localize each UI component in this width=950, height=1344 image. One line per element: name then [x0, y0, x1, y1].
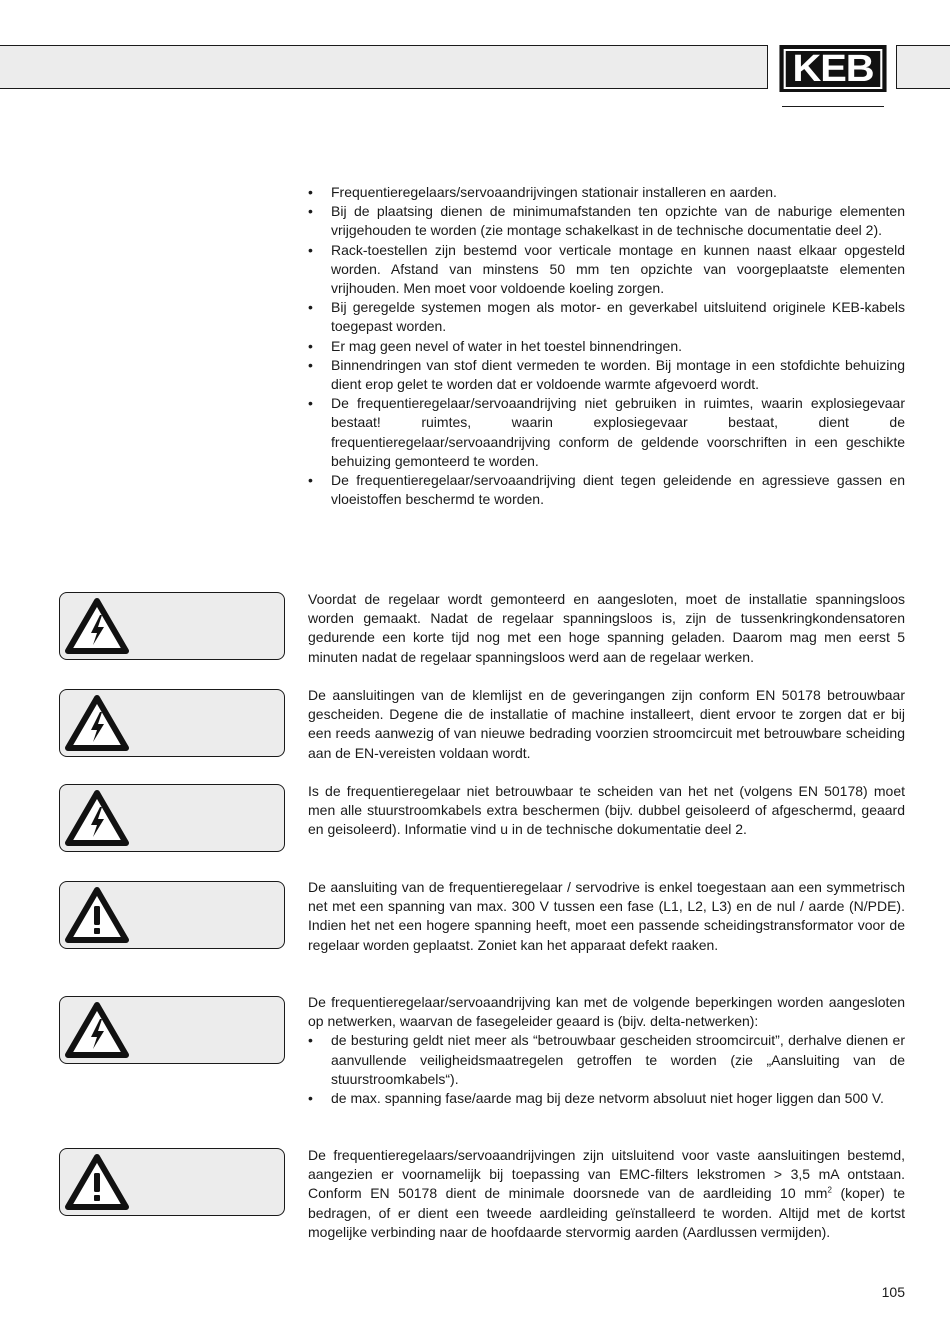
- list-item: • Frequentieregelaars/servoaandrijvingen stationair installeren en aarden.: [308, 183, 905, 202]
- warning-text: [308, 782, 905, 840]
- installation-list: [308, 183, 905, 509]
- keb-logo: KEB: [779, 45, 886, 92]
- warning-box: [59, 784, 285, 852]
- list-item: • de max. spanning fase/aarde mag bij deze netvorm absoluut niet hoger liggen dan 500 V.: [308, 1089, 905, 1108]
- list-item: • Rack-toestellen zijn bestemd voor verticale montage en kunnen naast elkaar opgesteld worden. Afstand van minstens 50 mm ten opzichte van voorgeplaatste elementen vrijhouden. Men moet voor voldoende koeling zorgen.: [308, 241, 905, 299]
- list-item: • Er mag geen nevel of water in het toestel binnendringen.: [308, 337, 905, 356]
- list-item: • Bij de plaatsing dienen de minimumafstanden ten opzichte van de naburige elementen vrijgehouden te worden (zie montage schakelkast in de technische documentatie deel 2).: [308, 202, 905, 240]
- warning-box: [59, 1148, 285, 1216]
- electric-hazard-icon: [64, 597, 130, 655]
- paragraph: De aansluitingen van de klemlijst en de geveringangen zijn conform EN 50178 betrouwbaar gescheiden. Degene die de installatie of machine installeert, dient ervoor te zorgen dat er bij een reeds aanwezig of van nieuwe bedrading voorzien stroomcircuit met betrouwbare scheiding aan de EN-vereisten voldaan wordt.: [308, 687, 905, 761]
- header-bar: [0, 45, 768, 89]
- electric-hazard-icon: [64, 694, 130, 752]
- list-item: • De frequentieregelaar/servoaandrijving dient tegen geleidende en agressieve gassen en vloeistoffen beschermd te worden.: [308, 471, 905, 509]
- paragraph: Is de frequentieregelaar niet betrouwbaar te scheiden van het net (volgens EN 50178) moet men alle stuurstroomkabels extra beschermen (bijv. dubbel geisoleerd of afgeschermd, geaard en geisoleerd). Informatie vind u in de technische dokumentatie deel 2.: [308, 783, 905, 838]
- list-item: • De frequentieregelaar/servoaandrijving niet gebruiken in ruimtes, waarin explosiegevaar bestaat! ruimtes, waarin explosiegevaar bestaat, dient de frequentieregelaar/servoaandrijving conform de geldende voorschriften in een geschikte behuizing gemonteerd te worden.: [308, 394, 905, 471]
- list-item: • Binnendringen van stof dient vermeden te worden. Bij montage in een stofdichte behuizing dient erop gelet te worden dat er voldoende warmte afgevoerd wordt.: [308, 356, 905, 394]
- warning-text: [308, 686, 905, 763]
- electric-hazard-icon: [64, 789, 130, 847]
- warning-text: [308, 878, 905, 955]
- paragraph: De aansluiting van de frequentieregelaar / servodrive is enkel toegestaan aan een symmetrisch net met een spanning van max. 300 V tussen een fase (L1, L2, L3) en de nul / aarde (N/PDE). Indien het net een hogere spanning heeft, moet een passende scheidingstransformator voor de regelaar worden geplaatst. Zoniet kan het apparaat defekt raaken.: [308, 879, 905, 953]
- warning-text: [308, 1146, 905, 1242]
- list-item: • Bij geregelde systemen mogen als motor- en geverkabel uitsluitend originele KEB-kabels toegepast worden.: [308, 298, 905, 336]
- warning-box: [59, 689, 285, 757]
- warning-box: [59, 592, 285, 660]
- header-tab: [896, 45, 950, 89]
- general-warning-icon: [64, 886, 130, 944]
- warning-box: [59, 881, 285, 949]
- warning-text: [308, 590, 905, 667]
- paragraph: De frequentieregelaar/servoaandrijving kan met de volgende beperkingen worden aangesloten op netwerken, waarvan de fasegeleider geaard is (bijv. delta-netwerken):: [308, 994, 905, 1030]
- warning-text: [308, 993, 905, 1108]
- logo-underline: [782, 106, 884, 107]
- paragraph: Voordat de regelaar wordt gemonteerd en aangesloten, moet de installatie spanningsloos worden gemaakt. Nadat de regelaar spanningsloos is, zijn de tussenkringkondensatoren gedurende een korte tijd nog met een hoge spanning geladen. Daarom mag men eerst 5 minuten nadat de regelaar spanningsloos werd aan de regelaar werken.: [308, 591, 905, 665]
- page-number: 105: [881, 1284, 905, 1300]
- paragraph: De frequentieregelaars/servoaandrijvingen zijn uitsluitend voor vaste aansluitingen bestemd, aangezien er voornamelijk bij toepassing van EMC-filters lekstromen > 3,5 mA ontstaan. Conform EN 50178 dient de minimale doorsnede van de aardleiding 10 $mm^2$ (koper) te bedragen, of er dient een tweede aardleiding geïnstalleerd te worden. Altijd met de kortst mogelijke verbinding naar de hoofdaarde stervormig aarden (Aardlussen vermijden).: [308, 1147, 905, 1240]
- list-item: • de besturing geldt niet meer als “betrouwbaar gescheiden stroomcircuit”, derhalve dienen er aanvullende veiligheidsmaatregelen getroffen te worden (zie „Aansluiting van de stuurstroomkabels“).: [308, 1031, 905, 1089]
- general-warning-icon: [64, 1153, 130, 1211]
- electric-hazard-icon: [64, 1001, 130, 1059]
- superscript: 2: [827, 1185, 832, 1195]
- warning-box: [59, 996, 285, 1064]
